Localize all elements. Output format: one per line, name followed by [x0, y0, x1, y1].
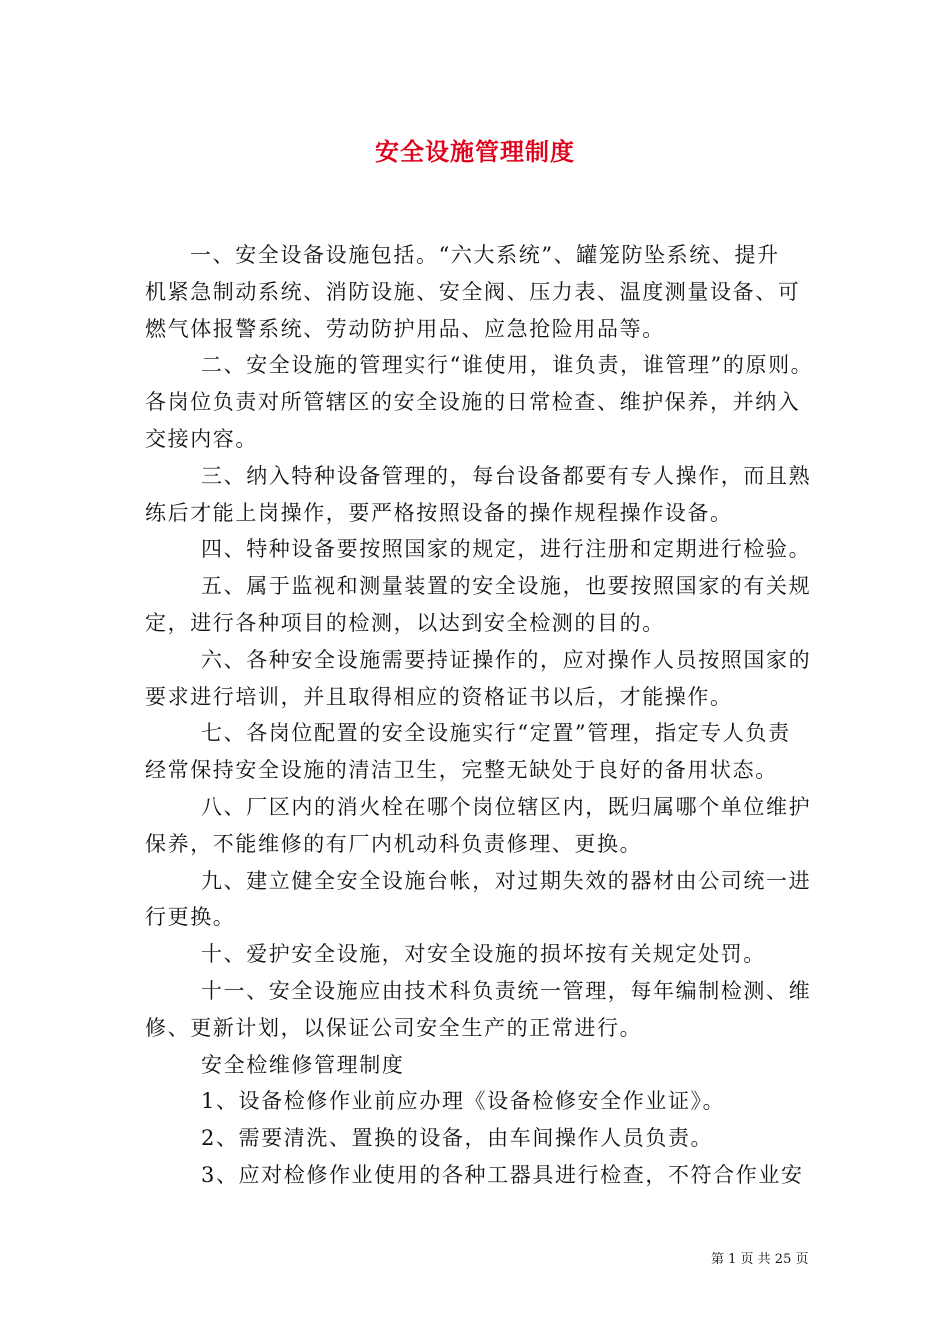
- paragraph: [145, 531, 825, 568]
- paragraph: [145, 568, 825, 642]
- paragraph: [145, 973, 825, 1047]
- paragraph: [145, 863, 825, 937]
- paragraph: [145, 458, 825, 532]
- text-line: 四、特种设备要按照国家的规定，进行注册和定期进行检验。: [201, 537, 812, 562]
- text-line: 十一、安全设施应由技术科负责统一管理，每年编制检测、维: [201, 978, 812, 1003]
- text-line: 七、各岗位配置的安全设施实行“定置”管理，指定专人负责: [201, 721, 791, 746]
- text-line: 机紧急制动系统、消防设施、安全阀、压力表、温度测量设备、可: [145, 279, 801, 304]
- text-line: 安全检维修管理制度: [201, 1052, 405, 1077]
- text-line: 1、设备检修作业前应办理《设备检修安全作业证》。: [201, 1089, 726, 1114]
- paragraph: [145, 936, 825, 973]
- paragraph: [145, 1120, 825, 1157]
- text-line: 九、建立健全安全设施台帐，对过期失效的器材由公司统一进: [201, 868, 812, 893]
- text-line: 3、应对检修作业使用的各种工器具进行检查，不符合作业安: [201, 1162, 804, 1187]
- page-number: 第 1 页 共 25 页: [711, 1252, 809, 1267]
- text-line: 十、爱护安全设施，对安全设施的损坏按有关规定处罚。: [201, 942, 766, 967]
- text-line: 二、安全设施的管理实行“谁使用，谁负责，谁管理”的原则。: [201, 353, 814, 378]
- text-line: 五、属于监视和测量装置的安全设施，也要按照国家的有关规: [201, 574, 812, 599]
- text-line: 2、需要清洗、置换的设备，由车间操作人员负责。: [201, 1126, 714, 1151]
- text-line: 要求进行培训，并且取得相应的资格证书以后，才能操作。: [145, 684, 733, 709]
- paragraph: [145, 237, 825, 347]
- text-line: 燃气体报警系统、劳动防护用品、应急抢险用品等。: [145, 316, 665, 341]
- text-line: 修、更新计划，以保证公司安全生产的正常进行。: [145, 1015, 643, 1040]
- paragraph: [145, 715, 825, 789]
- text-line: 定，进行各种项目的检测，以达到安全检测的目的。: [145, 610, 665, 635]
- text-line: 六、各种安全设施需要持证操作的，应对操作人员按照国家的: [201, 647, 812, 672]
- text-line: 各岗位负责对所管辖区的安全设施的日常检查、维护保养，并纳入: [145, 390, 801, 415]
- text-line: 一、安全设备设施包括。“六大系统”、罐笼防坠系统、提升: [190, 243, 780, 267]
- text-line: 三、纳入特种设备管理的，每台设备都要有专人操作，而且熟: [201, 463, 812, 488]
- paragraph: [145, 642, 825, 716]
- text-line: 经常保持安全设施的清洁卫生，完整无缺处于良好的备用状态。: [145, 758, 778, 783]
- text-line: 保养，不能维修的有厂内机动科负责修理、更换。: [145, 831, 643, 856]
- text-line: 交接内容。: [145, 426, 258, 451]
- paragraph: [145, 1047, 825, 1084]
- text-line: 八、厂区内的消火栓在哪个岗位辖区内，既归属哪个单位维护: [201, 794, 812, 819]
- paragraph: [145, 1157, 825, 1194]
- paragraph: [145, 1083, 825, 1120]
- text-line: 行更换。: [145, 905, 236, 930]
- page-title: 安全设施管理制度: [375, 137, 575, 166]
- paragraph: [145, 789, 825, 863]
- document-body: [145, 237, 825, 1194]
- paragraph: [145, 347, 825, 457]
- text-line: 练后才能上岗操作，要严格按照设备的操作规程操作设备。: [145, 500, 733, 525]
